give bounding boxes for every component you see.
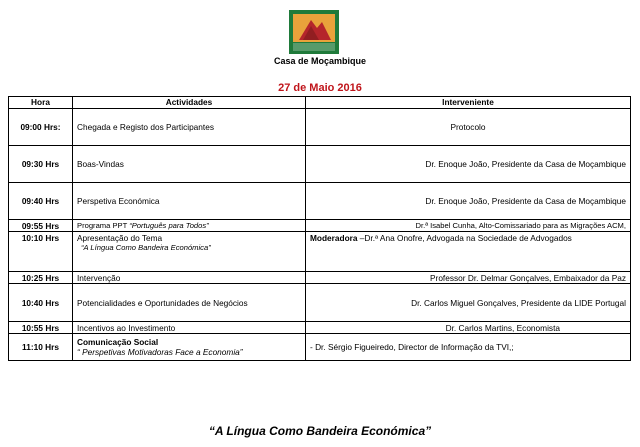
column-header-actividades: Actividades (73, 97, 306, 109)
row-activity: Incentivos ao Investimento (73, 322, 306, 334)
row-speaker: Professor Dr. Delmar Gonçalves, Embaixador da Paz (306, 272, 631, 284)
row-speaker: Dr. Enoque João, Presidente da Casa de Moçambique (306, 146, 631, 183)
row-speaker: Dr.ª Isabel Cunha, Alto-Comissariado para as Migrações ACM, (306, 220, 631, 232)
table-row (9, 220, 631, 232)
footer-title: “A Língua Como Bandeira Económica” (208, 424, 432, 438)
table-row (9, 232, 631, 272)
row-time: 10:55 Hrs (9, 322, 73, 334)
row-activity-sub: “ Perspetivas Motivadoras Face a Economia” (77, 347, 243, 357)
row-time: 09:40 Hrs (9, 183, 73, 220)
table-row (9, 109, 631, 146)
row-activity (73, 232, 306, 272)
row-activity (73, 220, 306, 232)
row-time: 09:55 Hrs (9, 220, 73, 232)
row-activity-main: Apresentação do Tema (77, 233, 163, 243)
row-activity: Intervenção (73, 272, 306, 284)
row-activity: Potencialidades e Oportunidades de Negócios (73, 284, 306, 322)
row-time: 09:00 Hrs: (9, 109, 73, 146)
row-activity-prefix: Programa PPT (77, 221, 130, 230)
row-activity-italic: “Português para Todos” (129, 221, 209, 230)
row-time: 10:40 Hrs (9, 284, 73, 322)
table-row (9, 272, 631, 284)
row-activity: Chegada e Registo dos Participantes (73, 109, 306, 146)
row-speaker-name: –Dr.ª Ana Onofre, Advogada na Sociedade de Advogados (357, 233, 572, 243)
row-activity: Perspetiva Económica (73, 183, 306, 220)
organization-name: Casa de Moçambique (273, 56, 367, 66)
row-activity: Boas-Vindas (73, 146, 306, 183)
table-header-row (9, 97, 631, 109)
row-speaker: Dr. Carlos Miguel Gonçalves, Presidente da LIDE Portugal (306, 284, 631, 322)
row-time: 09:30 Hrs (9, 146, 73, 183)
column-header-interveniente: Interveniente (306, 97, 631, 109)
table-row (9, 334, 631, 361)
casa-de-mocambique-logo (289, 10, 339, 54)
table-row (9, 322, 631, 334)
row-activity-sub: “A Língua Como Bandeira Económica” (81, 243, 211, 252)
column-header-hora: Hora (9, 97, 73, 109)
row-time: 10:25 Hrs (9, 272, 73, 284)
table-row (9, 146, 631, 183)
row-activity-main: Comunicação Social (77, 337, 159, 347)
row-time: 10:10 Hrs (9, 232, 73, 272)
row-speaker-role: Moderadora (310, 233, 358, 243)
event-date: 27 de Maio 2016 (278, 82, 362, 94)
row-speaker: - Dr. Sérgio Figueiredo, Director de Informação da TVI,; (306, 334, 631, 361)
row-speaker: Dr. Carlos Martins, Economista (306, 322, 631, 334)
table-row (9, 183, 631, 220)
row-speaker: Protocolo (306, 109, 631, 146)
row-activity (73, 334, 306, 361)
row-time: 11:10 Hrs (9, 334, 73, 361)
table-row (9, 284, 631, 322)
row-speaker (306, 232, 631, 272)
schedule-table (8, 96, 631, 361)
row-speaker: Dr. Enoque João, Presidente da Casa de Moçambique (306, 183, 631, 220)
